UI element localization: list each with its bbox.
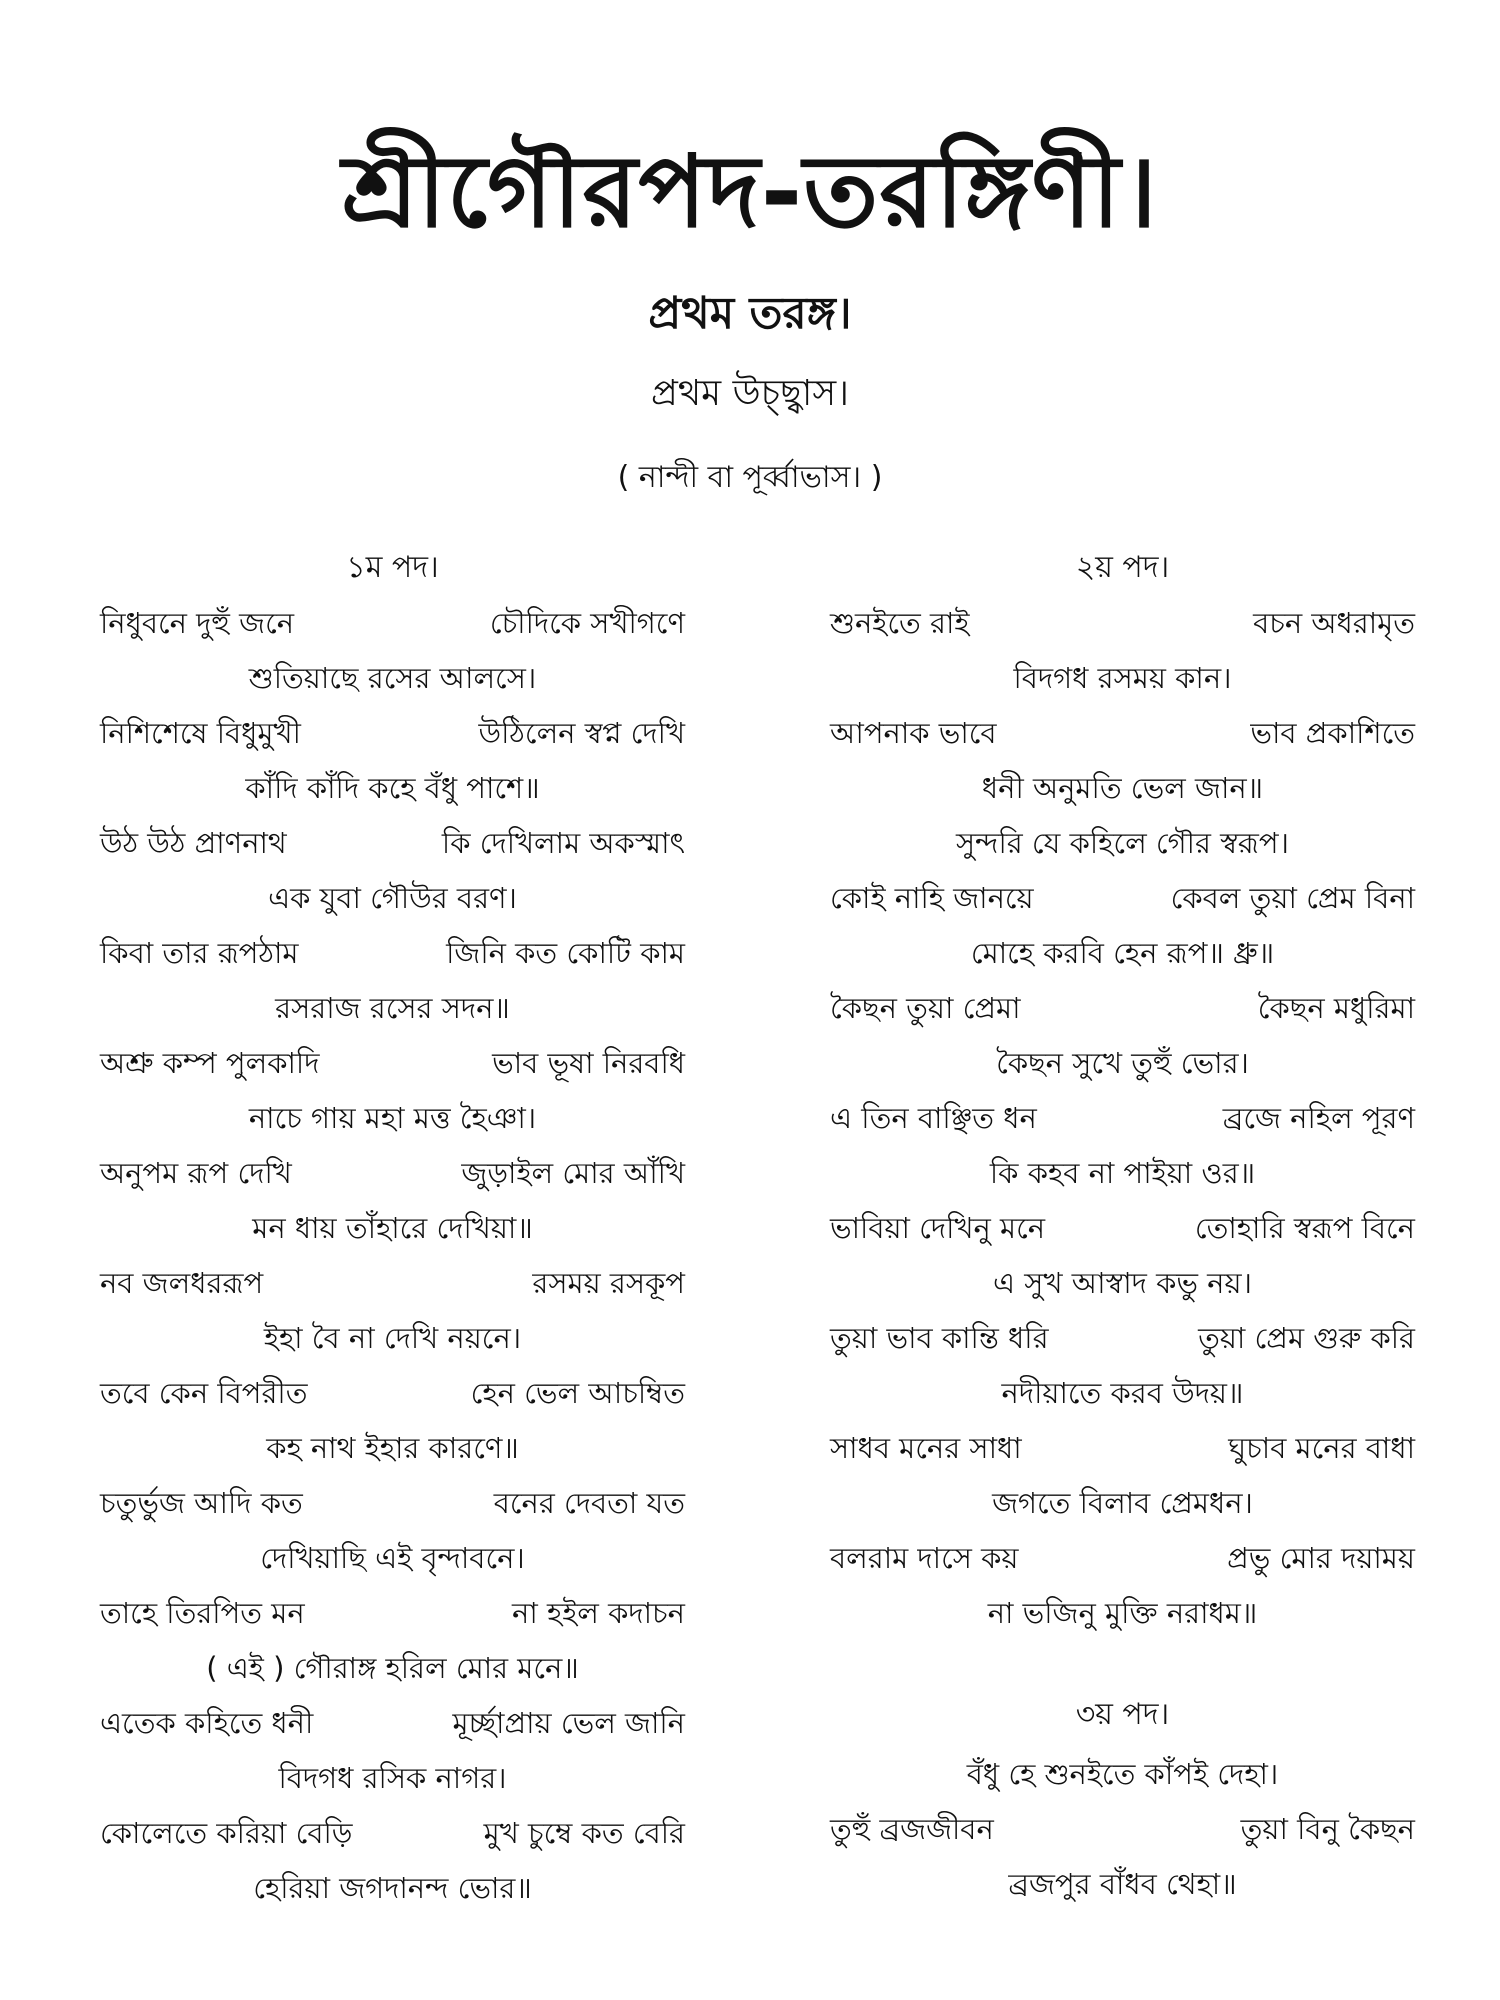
verse-line	[100, 1696, 685, 1751]
verse-line: নাচে গায় মহা মত্ত হৈঞা।	[248, 1101, 537, 1135]
verse-line: বিদগধ রসিক নাগর।	[278, 1761, 507, 1795]
verse-line-second-half: হেন ভেল আচম্বিত	[470, 1376, 685, 1410]
verse-line	[100, 706, 685, 761]
verse-line-first-half: তবে কেন বিপরীত	[100, 1376, 308, 1410]
verse-line	[100, 1806, 685, 1861]
verse-line: বিদগধ রসময় কান।	[1013, 661, 1232, 695]
verse-line: ( এই ) গৌরাঙ্গ হরিল মোর মনে॥	[206, 1651, 579, 1685]
pada-heading-3: ৩য় পদ।	[1075, 1697, 1170, 1732]
verse-line	[100, 816, 685, 871]
verse-line-first-half: উঠ উঠ প্রাণনাথ	[100, 826, 287, 860]
verse-line	[830, 1311, 1415, 1366]
verse-line	[830, 1421, 1415, 1476]
verse-line-second-half: ঘুচাব মনের বাধা	[1228, 1431, 1415, 1465]
verse-line-first-half: আপনাক ভাবে	[830, 716, 997, 750]
verse-line	[100, 1256, 685, 1311]
verse-line	[100, 1586, 685, 1641]
verse-line: মোহে করবি হেন রূপ॥ ধ্রু॥	[970, 936, 1275, 970]
verse-line-second-half: চৌদিকে সখীগণে	[489, 606, 685, 640]
verse-line: কাঁদি কাঁদি কহে বঁধু পাশে॥	[245, 771, 540, 805]
verse-line-second-half: জুড়াইল মোর আঁখি	[461, 1156, 685, 1190]
verse-line-first-half: কোই নাহি জানয়ে	[830, 881, 1034, 915]
verse-line-first-half: এতেক কহিতে ধনী	[100, 1706, 314, 1740]
verse-line-second-half: প্রভু মোর দয়াময়	[1227, 1541, 1415, 1575]
verse-line: ইহা বৈ না দেখি নয়নে।	[263, 1321, 522, 1355]
verse-line: ধনী অনুমতি ভেল জান॥	[981, 771, 1264, 805]
verse-line-first-half: অনুপম রূপ দেখি	[100, 1156, 292, 1190]
verse-line-first-half: নিধুবনে দুহুঁ জনে	[100, 606, 295, 640]
verse-line: না ভজিনু মুক্তি নরাধম॥	[987, 1596, 1258, 1630]
verse-line: কৈছন সুখে তুহুঁ ভোর।	[996, 1046, 1249, 1080]
verse-line-first-half: নিশিশেষে বিধুমুখী	[100, 716, 301, 750]
verse-line-second-half: কেবল তুয়া প্রেম বিনা	[1170, 881, 1415, 915]
verse-line	[100, 1036, 685, 1091]
verse-line	[100, 926, 685, 981]
verse-line-first-half: সাধব মনের সাধা	[830, 1431, 1022, 1465]
verse-line-second-half: উঠিলেন স্বপ্ন দেখি	[478, 716, 685, 750]
verse-line-second-half: তোহারি স্বরূপ বিনে	[1194, 1211, 1415, 1245]
verse-line: বঁধু হে শুনইতে কাঁপই দেহা।	[966, 1757, 1279, 1791]
verse-line	[830, 981, 1415, 1036]
verse-line-second-half: বচন অধরামৃত	[1253, 606, 1415, 640]
verse-line: এ সুখ আস্বাদ কভু নয়।	[993, 1266, 1252, 1300]
right-column	[830, 540, 1415, 1912]
verse-line: কি কহব না পাইয়া ওর॥	[989, 1156, 1256, 1190]
verse-line-first-half: কোলেতে করিয়া বেড়ি	[100, 1816, 353, 1850]
verse-line	[100, 1146, 685, 1201]
verse-line	[100, 1476, 685, 1531]
verse-line	[830, 1802, 1415, 1857]
verse-line	[830, 1091, 1415, 1146]
verse-line-first-half: শুনইতে রাই	[830, 606, 970, 640]
verse-line: মন ধায় তাঁহারে দেখিয়া॥	[252, 1211, 533, 1245]
verse-line-second-half: বনের দেবতা যত	[493, 1486, 685, 1520]
verse-line: দেখিয়াছি এই বৃন্দাবনে।	[260, 1541, 525, 1575]
verse-line-first-half: নব জলধররূপ	[100, 1266, 264, 1300]
verse-line-second-half: ব্রজে নহিল পূরণ	[1222, 1101, 1415, 1135]
verse-line-first-half: তুয়া ভাব কান্তি ধরি	[830, 1321, 1049, 1355]
verse-line-second-half: ভাব ভূষা নিরবধি	[492, 1046, 685, 1080]
verse-line-first-half: এ তিন বাঞ্ছিত ধন	[830, 1101, 1037, 1135]
verse-line: রসরাজ রসের সদন॥	[275, 991, 510, 1025]
verse-line-first-half: তাহে তিরপিত মন	[100, 1596, 305, 1630]
verse-line	[100, 596, 685, 651]
verse-line-second-half: তুয়া প্রেম গুরু করি	[1198, 1321, 1415, 1355]
section-note: ( নান্দী বা পূর্ব্বাভাস। )	[617, 460, 883, 495]
verse-line: নদীয়াতে করব উদয়॥	[1001, 1376, 1244, 1410]
pada-heading-1: ১ম পদ।	[346, 550, 439, 585]
verse-line-first-half: তুহুঁ ব্রজজীবন	[830, 1812, 994, 1846]
book-title: শ্রীগৌরপদ-তরঙ্গিণী।	[341, 133, 1159, 250]
verse-line	[830, 871, 1415, 926]
section-title: প্রথম উচ্ছ্বাস।	[651, 373, 849, 414]
verse-line-second-half: ভাব প্রকাশিতে	[1250, 716, 1415, 750]
verse-line: কহ নাথ ইহার কারণে॥	[266, 1431, 519, 1465]
verse-line-second-half: না হইল কদাচন	[512, 1596, 685, 1630]
verse-line-first-half: অশ্রু কম্প পুলকাদি	[100, 1046, 320, 1080]
verse-line: হেরিয়া জগদানন্দ ভোর॥	[253, 1871, 532, 1905]
verse-line	[830, 596, 1415, 651]
chapter-title: প্রথম তরঙ্গ।	[648, 288, 852, 339]
verse-line-first-half: কিবা তার রূপঠাম	[100, 936, 299, 970]
verse-line-second-half: জিনি কত কোটি কাম	[446, 936, 685, 970]
verse-line-second-half: মূর্চ্ছাপ্রায় ভেল জানি	[452, 1706, 685, 1740]
verse-line: জগতে বিলাব প্রেমধন।	[992, 1486, 1253, 1520]
verse-line	[830, 1201, 1415, 1256]
verse-line-first-half: কৈছন তুয়া প্রেমা	[830, 991, 1021, 1025]
verse-line-second-half: রসময় রসকূপ	[532, 1266, 685, 1300]
verse-line	[100, 1366, 685, 1421]
verse-line: শুতিয়াছে রসের আলসে।	[248, 661, 537, 695]
left-column	[100, 540, 685, 1916]
verse-line-second-half: কি দেখিলাম অকস্মাৎ	[441, 826, 685, 860]
pada-heading-2: ২য় পদ।	[1075, 550, 1170, 585]
verse-line	[830, 1531, 1415, 1586]
verse-line: সুন্দরি যে কহিলে গৌর স্বরূপ।	[956, 826, 1289, 860]
verse-line: এক যুবা গৌউর বরণ।	[268, 881, 517, 915]
verse-line-second-half: মুখ চুম্বে কত বেরি	[483, 1816, 685, 1850]
verse-line-second-half: কৈছন মধুরিমা	[1257, 991, 1415, 1025]
verse-line-first-half: বলরাম দাসে কয়	[830, 1541, 1019, 1575]
verse-line-first-half: ভাবিয়া দেখিনু মনে	[830, 1211, 1046, 1245]
verse-line	[830, 706, 1415, 761]
section-gap	[830, 1641, 1415, 1683]
verse-line-second-half: তুয়া বিনু কৈছন	[1240, 1812, 1415, 1846]
verse-line: ব্রজপুর বাঁধব থেহা॥	[1008, 1867, 1237, 1901]
verse-line-first-half: চতুর্ভুজ আদি কত	[100, 1486, 303, 1520]
